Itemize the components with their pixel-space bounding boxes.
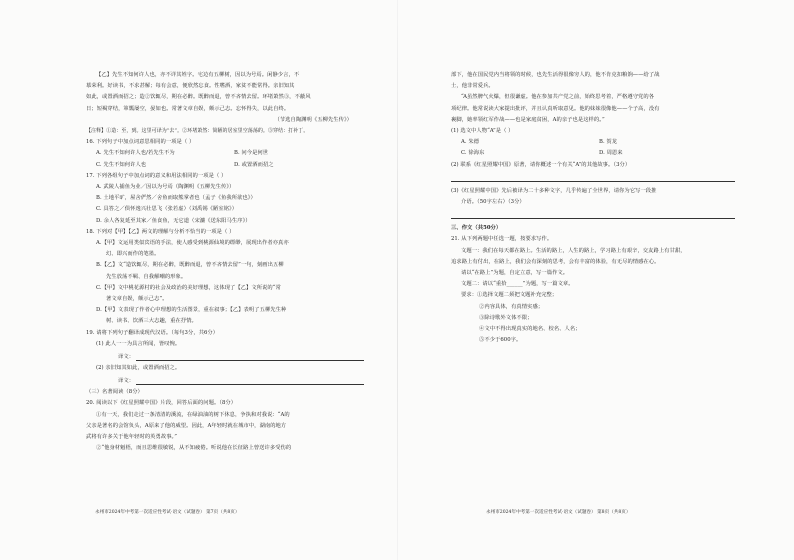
option-a-cont: 幻、即兴而作的笔墨。 — [106, 251, 160, 258]
question-20-2: (2) 联系《红星照耀中国》原著，请你概述一个有关“A”的其他故事。（3分） — [451, 161, 631, 168]
option-c: C. 具答之／俱怀逸兴壮思飞（张若虚）（刘禹锡《陋室铭》） — [96, 206, 238, 213]
question-20-3: (3)《红星照耀中国》先后被译为二十多种文字，几乎传遍了全世界，请你为它写一段推 — [451, 187, 657, 194]
option-c: C.【甲】文中桃花源村的社会及政治的美好理想，这体现了【乙】文所说的“常 — [96, 284, 281, 291]
question-20-3-cont: 介语。（50字左右）（3分） — [461, 199, 525, 206]
option-d: D.【甲】文表现了作者心中理想的生活图景，重在叙事；【乙】表明了五柳先生种 — [96, 307, 287, 314]
question-18: 18. 下列对【甲】【乙】两文的理解与分析不恰当的一项是（ ） — [86, 228, 235, 235]
prompt-one-cont: 追求路上有付出，在路上，我们会有深刻的思考，会有丰富的体验，有无尽的情感在心。 — [451, 258, 660, 265]
option-b: B. 问今是何世 — [234, 150, 269, 157]
passage-line: 【乙】先生不知何许人也，亦不详其姓字。宅边有五柳树，因以为号焉。闲静少言，不 — [96, 72, 300, 78]
passage-source: （节选自陶渊明《五柳先生传》） — [274, 116, 352, 123]
option-a: A. 朱德 — [461, 139, 480, 146]
options-row — [451, 137, 737, 148]
answer-line[interactable] — [451, 172, 735, 182]
question-17: 17. 下列各组句子中加点词的意义和用法相同的一项是（ ） — [86, 172, 227, 179]
prompt-one: 文题一：我们在每天都在路上。生活的路上，人生的路上，学习路上有艰辛，交友路上有甘甜， — [461, 247, 686, 254]
option-b: B. 土地平旷，屋舍俨然／舍鱼而取熊掌者也（孟子《鱼我所欲也》） — [96, 195, 256, 202]
question-20-1: (1) 选文中人物“A”是（ ） — [451, 128, 514, 135]
options-row — [86, 160, 372, 171]
option-d: D. 周恩来 — [599, 150, 623, 157]
passage-line: 慕荣利。好读书，不求甚解；每有会意，便欣然忘食。性嗜酒，家贫不能常得。亲旧知其 — [86, 83, 295, 90]
requirement-item: ③除诗歌外文体不限； — [479, 314, 533, 321]
requirement-item: ④文中不得出现真实的地名、校名、人名； — [479, 326, 581, 333]
option-d-cont: 树、读书、饮酒三大志趣，重在抒情。 — [106, 318, 197, 325]
option-a: A. 武陵人捕鱼为业／因以为号焉（陶渊明《五柳先生传》） — [96, 184, 235, 191]
answer-line[interactable] — [136, 375, 364, 385]
annotation: 【注释】①造：至，到。这里可译为“去”。②环堵萧然：简陋的居室里空荡荡的。③穿结：打补丁。 — [86, 128, 309, 135]
page-fold — [397, 0, 398, 560]
option-c: C. 徐海东 — [461, 150, 485, 157]
requirement-item: ②内容具体，有真情实感； — [479, 303, 544, 310]
excerpt-line: 裹脚，她率领红军作战——也是家庭贫困，A的亲子也是这样的。” — [451, 116, 605, 123]
translation-label: 译文： — [118, 378, 135, 385]
question-21: 21. 从下列两题中任选一题，按要求写作。 — [451, 236, 553, 243]
question-20: 20. 阅读以下《红星照耀中国》片段，回答后面的问题。（8分） — [86, 400, 237, 407]
excerpt-line: 项纪律。他常说读大家提出批评，并且认真听取意见。他的妹妹很像他——个子高，没有 — [451, 105, 660, 112]
options-row — [86, 148, 372, 159]
left-page — [86, 70, 372, 455]
page-footer-left: 永州市2024年中考第一次适应性考试·语文（试题卷） 第7页（共8页） — [95, 510, 240, 515]
question-19: 19. 请将下列句子翻译成现代汉语。（每句3分，共6分） — [86, 329, 219, 336]
page-footer-right: 永州市2024年中考第一次适应性考试·语文（试题卷） 第8页（共8页） — [486, 510, 631, 515]
right-page — [451, 70, 737, 346]
excerpt-line: “A虽然脾气火爆，但很谦虚。他在参加共产党之前，始终思考着，严格遵守党的各 — [461, 94, 655, 101]
answer-line[interactable] — [136, 351, 364, 361]
answer-row — [86, 374, 372, 387]
excerpt-line: 武将有许多关于他年轻时的英勇故事。” — [86, 434, 178, 441]
options-row — [451, 148, 737, 159]
option-a: A.【甲】文运用类似宾语的手法，使人感受到桃源仙境的缥缈，展现出作者亦真亦 — [96, 240, 289, 247]
translation-label: 译文： — [118, 353, 135, 360]
prompt-two: 文题二：请以“重拾______”为题，写一篇文章。 — [461, 281, 574, 288]
excerpt-line: 士，他非常爱兵。 — [451, 83, 494, 90]
translate-sentence-2: (2) 亲旧知其如此，或置酒而招之。 — [96, 365, 181, 372]
prompt-one-task: 请以“在路上”为题，自定立意，写一篇作文。 — [461, 270, 569, 277]
option-c: C. 先生不知何许人也 — [96, 161, 147, 168]
translate-sentence-1: (1) 此人一一为具言所闻，皆叹惋。 — [96, 340, 181, 347]
option-b-cont: 先生放荡不羁、自我解嘲的形象。 — [106, 273, 187, 280]
passage-line: 如此，或置酒而招之；造②饮辄尽，期在必醉。既醉而退，曾不吝情去留。环堵萧然③，不蔽风 — [86, 94, 311, 101]
requirement-item: ⑤不少于600字。 — [479, 337, 522, 344]
answer-line[interactable] — [451, 209, 735, 219]
excerpt-line: 父亲是著名的会馆负头，A原来了他的威望。因此，A年轻时就在城市中，湖南的地方 — [86, 422, 287, 429]
section-heading: （三）名著阅读（8分） — [86, 389, 143, 396]
option-c-cont: 著文章自娱，颇示己志”。 — [106, 296, 168, 303]
answer-row — [86, 350, 372, 363]
requirements: 要求：①选择文题二须把文题补充完整； — [461, 292, 558, 299]
question-16: 16. 下列句子中加点词意思相同的一项是（ ） — [86, 139, 195, 146]
passage-line: 日；短褐穿结，箪瓢屡空，晏如也。常著文章自娱，颇示己志。忘怀得失，以此自终。 — [86, 105, 290, 112]
excerpt-line: ①有一天，我们走过一条清清的溪流，在绿油油的树下休息，争执和对我说：“A的 — [96, 411, 290, 418]
option-d: D. 余人各复延至其家／鱼食鱼，无它道（宋濂《送东阳马生序》） — [96, 217, 251, 224]
option-d: D. 或置酒而招之 — [234, 161, 274, 168]
excerpt-line: 部下，他在国民党内当将领的时候，也先生活得很像穷人的，他不肯克扣粮饷——给了战 — [451, 72, 660, 78]
option-b: B. 贺龙 — [599, 139, 618, 146]
section-heading: 三、作文（共50分） — [451, 225, 502, 232]
option-b: B.【乙】文“造饮辄尽，期在必醉，既醉而退，曾不吝情去留”一句，刻画出五柳 — [96, 262, 284, 269]
option-a: A. 先生不知何许人也/若先生不为 — [96, 150, 175, 157]
excerpt-line: ②“他身材魁梧，而且思维很敏锐，从不知疲倦。听说他在长征路上曾送许多受伤的 — [96, 445, 292, 452]
